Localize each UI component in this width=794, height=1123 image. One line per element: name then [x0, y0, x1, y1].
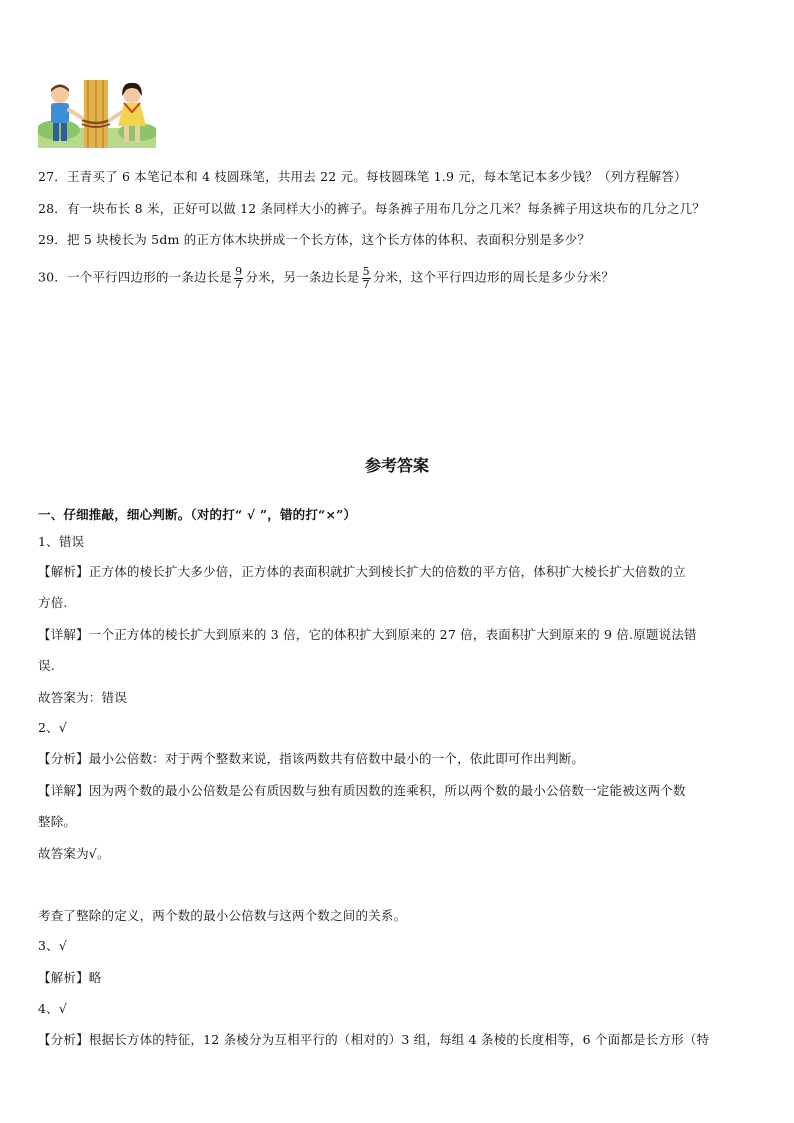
answer-1-detail-line2: 误.: [38, 658, 55, 673]
answer-2-analysis: 【分析】最小公倍数：对于两个整数来说，指该两数共有倍数中最小的一个，依此即可作出判断。: [38, 751, 585, 766]
section-1-heading: 一、仔细推敲，细心判断。（对的打“ √ ”，错的打“×”）: [38, 507, 357, 522]
answer-2-head: 2、√: [38, 720, 68, 735]
answer-title: 参考答案: [364, 456, 429, 475]
answer-4-head: 4、√: [38, 1001, 68, 1016]
answer-2-detail-line1: 【详解】因为两个数的最小公倍数是公有质因数与独有质因数的连乘积，所以两个数的最小公倍数一定能被这两个数: [38, 783, 686, 798]
answer-1-head: 1、错误: [38, 534, 85, 549]
answer-4-analysis: 【分析】根据长方体的特征，12 条棱分为互相平行的（相对的）3 组，每组 4 条棱的长度相等，6 个面都是长方形（特: [38, 1032, 710, 1047]
question-30-part2: 分米，另一条边长是: [245, 269, 360, 285]
answer-1-detail-line1: 【详解】一个正方体的棱长扩大到原来的 3 倍，它的体积扩大到原来的 27 倍，表面积扩大到原来的 9 倍.原题说法错: [38, 627, 697, 642]
two-children-measuring-tree-trunk-illustration: [38, 80, 156, 148]
question-30-part1: 30．一个平行四边形的一条边长是: [38, 269, 233, 285]
fraction-9-7: $\frac{9}{7}$: [235, 265, 243, 291]
answer-1-analysis-line2: 方倍.: [38, 595, 68, 610]
question-27: 27．王青买了 6 本笔记本和 4 枝圆珠笔，共用去 22 元。每枝圆珠笔 1.9 元，每本笔记本多少钱？（列方程解答）: [38, 169, 687, 184]
answer-2-note: 考查了整除的定义，两个数的最小公倍数与这两个数之间的关系。: [38, 908, 407, 923]
answer-2-detail-line2: 整除。: [38, 814, 77, 829]
question-28: 28．有一块布长 8 米，正好可以做 12 条同样大小的裤子。每条裤子用布几分之几米？每条裤子用这块布的几分之几？: [38, 201, 706, 216]
answer-3-analysis: 【解析】略: [38, 970, 102, 985]
answer-1-conclusion: 故答案为：错误: [38, 690, 127, 705]
answer-1-analysis-line1: 【解析】正方体的棱长扩大多少倍，正方体的表面积就扩大到棱长扩大的倍数的平方倍，体积扩大棱长扩大倍数的立: [38, 564, 686, 579]
question-30: [38, 266, 614, 290]
answer-3-head: 3、√: [38, 938, 68, 953]
question-29: 29．把 5 块棱长为 5dm 的正方体木块拼成一个长方体，这个长方体的体积、表面积分别是多少？: [38, 232, 591, 247]
fraction-5-7: $\frac{5}{7}$: [362, 265, 370, 291]
question-30-part3: 分米，这个平行四边形的周长是多少分米？: [372, 269, 615, 285]
children-tree-illustration: [38, 80, 156, 148]
answer-2-conclusion: 故答案为√。: [38, 846, 110, 861]
